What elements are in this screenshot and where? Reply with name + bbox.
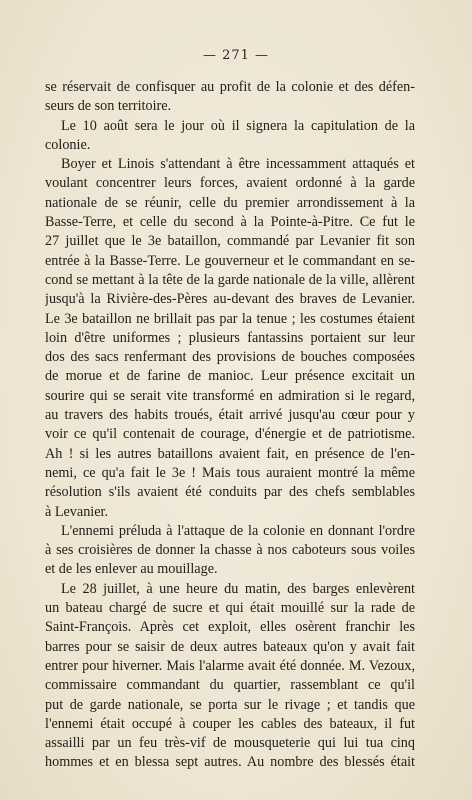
- body-text: [45, 78, 415, 773]
- text-line: nationale de se réunir, celle du premier arrondissement à la: [45, 194, 415, 211]
- text-line: un bateau chargé de sucre et qui était mouillé sur la rade de: [45, 600, 415, 617]
- text-line: résolution s'ils avaient été conduits par des chefs semblables: [45, 484, 415, 501]
- text-line: se réservait de confisquer au profit de la colonie et des défen-: [45, 79, 415, 95]
- text-line: voulant concentrer leurs forces, avaient ordonné à la garde: [45, 175, 415, 192]
- text-line: Le 28 juillet, à une heure du matin, des barges enlevèrent: [61, 580, 415, 597]
- text-line: assailli par un feu très-vif de mousqueterie qui lui tua cinq: [45, 735, 415, 752]
- text-line: l'ennemi était occupé à couper les cables des bateaux, il fut: [45, 715, 415, 732]
- text-line: barres pour se saisir de deux autres bateaux qu'on y avait fait: [45, 638, 415, 655]
- text-line: entrée à la Basse-Terre. Le gouverneur et le commandant en se-: [45, 252, 415, 269]
- text-line: voir ce qu'il contenait de courage, d'énergie et de patriotisme.: [45, 426, 415, 443]
- text-line: Ah ! si les autres bataillons avaient fait, en présence de l'en-: [45, 445, 415, 462]
- text-line: hommes et en blessa sept autres. Au nombre des blessés était: [45, 754, 415, 771]
- text-line: Le 10 août sera le jour où il signera la capitulation de la: [61, 117, 415, 134]
- text-line: au travers des habits troués, était arrivé jusqu'au cœur pour y: [45, 407, 415, 424]
- text-line: Le 3e bataillon ne brillait pas par la tenue ; les costumes étaient: [45, 310, 415, 327]
- text-line: entrer pour hiverner. Mais l'alarme avait été donnée. M. Vezoux,: [45, 657, 415, 674]
- page-number: — 271 —: [202, 48, 270, 63]
- text-line: 27 juillet que le 3e bataillon, commandé par Levanier fit son: [45, 233, 415, 250]
- text-line: colonie.: [45, 136, 91, 153]
- text-line: jusqu'à la Rivière-des-Pères au-devant des braves de Levanier.: [45, 291, 415, 308]
- text-line: et de les enlever au mouillage.: [45, 561, 218, 578]
- text-line: put de garde nationale, se porta sur le rivage ; et tandis que: [45, 696, 415, 713]
- text-line: sourire qui se serait vite transformé en admiration si le regard,: [45, 387, 415, 404]
- text-line: loin d'être uniformes ; plusieurs fantassins portaient sur leur: [45, 329, 415, 346]
- text-line: commissaire commandant du quartier, rassemblant ce qu'il: [45, 677, 415, 694]
- text-line: L'ennemi préluda à l'attaque de la colonie en donnant l'ordre: [61, 522, 415, 539]
- text-line: à Levanier.: [45, 503, 109, 520]
- text-line: dos des sacs renfermant des provisions de bouches composées: [45, 349, 415, 366]
- text-line: Saint-François. Après cet exploit, elles osèrent franchir les: [45, 619, 415, 636]
- text-line: cond se mettant à la tête de la garde nationale de la ville, allèrent: [45, 271, 415, 288]
- text-line: Boyer et Linois s'attendant à être incessamment attaqués et: [61, 156, 415, 173]
- text-line: à ses croisières de donner la chasse à nos caboteurs sous voiles: [45, 542, 415, 559]
- text-line: de morue et de farine de manioc. Leur présence excitait un: [45, 368, 415, 385]
- text-line: nemi, ce qu'a fait le 3e ! Mais tous auraient montré la même: [45, 464, 415, 481]
- text-line: seurs de son territoire.: [45, 98, 172, 115]
- text-line: Basse-Terre, et celle du second à la Pointe-à-Pitre. Ce fut le: [45, 214, 415, 231]
